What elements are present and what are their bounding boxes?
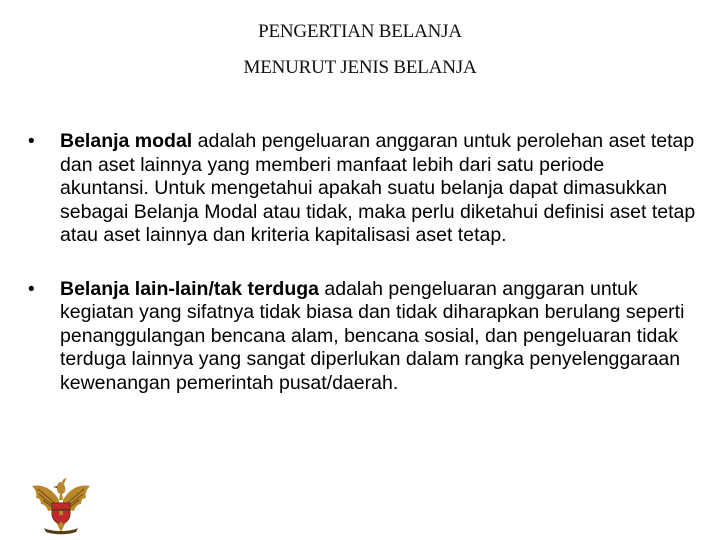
- bullet-term: Belanja lain-lain/tak terduga: [60, 277, 319, 300]
- bullet-marker: •: [28, 131, 35, 152]
- bullet-text: adalah pengeluaran anggaran untuk perolehan aset tetap dan aset lainnya yang memberi manfaat lebih dari satu periode akuntansi. Untuk mengetahui apakah suatu belanja dapat dimasukkan sebagai Belanja Modal atau tidak, maka perlu diketahui definisi aset tetap atau aset lainnya dan kriteria kapitalisasi aset tetap.: [60, 130, 696, 246]
- bullet-item-belanja-lain-lain: [28, 278, 698, 396]
- garuda-emblem-icon: [30, 474, 92, 536]
- title-line-1: PENGERTIAN BELANJA: [258, 21, 462, 42]
- page-title: [0, 14, 720, 86]
- bullet-marker: •: [28, 278, 35, 300]
- bullet-term: Belanja modal: [60, 130, 193, 152]
- title-line-2: MENURUT JENIS BELANJA: [243, 57, 477, 78]
- bullet-list: [28, 130, 698, 395]
- bullet-text: adalah pengeluaran anggaran untuk kegiatan yang sifatnya tidak biasa dan tidak diharapkan berulang seperti penanggulangan bencana alam, bencana sosial, dan pengeluaran tidak terduga lainnya yang sangat diperlukan dalam rangka penyelenggaraan kewenangan pemerintah pusat/daerah.: [60, 277, 685, 394]
- bullet-item-belanja-modal: [28, 130, 698, 248]
